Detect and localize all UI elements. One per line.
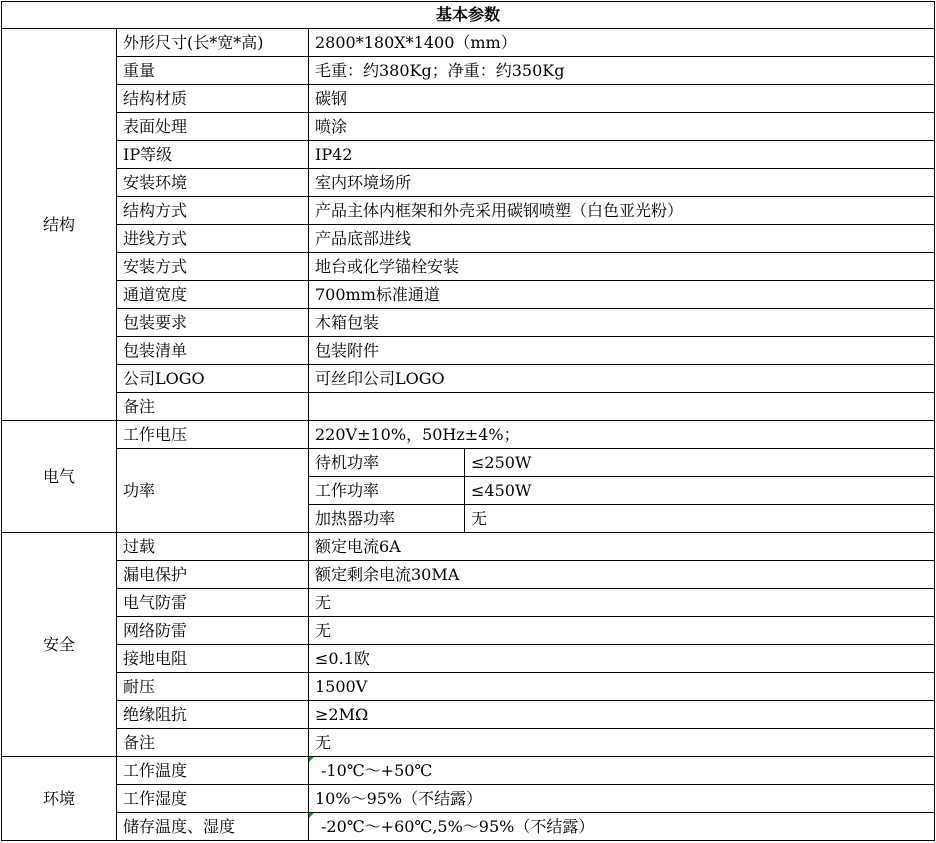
param-value: 1500V [309, 673, 935, 701]
category-environment: 环境 [2, 757, 117, 841]
table-row [2, 449, 935, 477]
table-row [2, 589, 935, 617]
table-row [2, 309, 935, 337]
title-row [2, 2, 935, 29]
table-row [2, 197, 935, 225]
param-name: 包装要求 [117, 309, 309, 337]
param-name: 安装方式 [117, 253, 309, 281]
param-name: 结构方式 [117, 197, 309, 225]
param-value: 毛重：约380Kg；净重：约350Kg [309, 57, 935, 85]
param-name: 进线方式 [117, 225, 309, 253]
param-name: 储存温度、湿度 [117, 813, 309, 841]
power-sub-value: ≤450W [465, 477, 935, 505]
param-name: 电气防雷 [117, 589, 309, 617]
table-row [2, 141, 935, 169]
table-row [2, 813, 935, 841]
param-value: 包装附件 [309, 337, 935, 365]
parameters-table [1, 1, 935, 841]
param-value: 10%～95%（不结露） [309, 785, 935, 813]
power-sub-value: ≤250W [465, 449, 935, 477]
param-name: 绝缘阻抗 [117, 701, 309, 729]
param-name: 外形尺寸(长*宽*高) [117, 29, 309, 57]
param-value: 无 [309, 617, 935, 645]
param-name: 包装清单 [117, 337, 309, 365]
table-row [2, 337, 935, 365]
param-value: 无 [309, 729, 935, 757]
param-value: IP42 [309, 141, 935, 169]
param-value: -10℃～+50℃ [309, 757, 935, 785]
param-name: 备注 [117, 393, 309, 421]
table-row [2, 421, 935, 449]
table-row [2, 57, 935, 85]
table-row [2, 365, 935, 393]
param-name: 重量 [117, 57, 309, 85]
param-value: 室内环境场所 [309, 169, 935, 197]
param-value: 额定电流6A [309, 533, 935, 561]
param-value: 地台或化学锚栓安装 [309, 253, 935, 281]
table-row [2, 729, 935, 757]
table-row [2, 169, 935, 197]
param-name: IP等级 [117, 141, 309, 169]
table-row [2, 85, 935, 113]
category-structure: 结构 [2, 29, 117, 421]
param-name: 网络防雷 [117, 617, 309, 645]
param-name: 工作温度 [117, 757, 309, 785]
table-row [2, 673, 935, 701]
param-name: 通道宽度 [117, 281, 309, 309]
table-row [2, 29, 935, 57]
power-sub-label: 加热器功率 [309, 505, 465, 533]
param-name: 漏电保护 [117, 561, 309, 589]
param-value: 产品底部进线 [309, 225, 935, 253]
param-name: 工作湿度 [117, 785, 309, 813]
param-name: 接地电阻 [117, 645, 309, 673]
table-row [2, 701, 935, 729]
power-sub-label: 待机功率 [309, 449, 465, 477]
table-row [2, 281, 935, 309]
power-sub-value: 无 [465, 505, 935, 533]
param-name: 安装环境 [117, 169, 309, 197]
param-name: 公司LOGO [117, 365, 309, 393]
table-row [2, 113, 935, 141]
table-row [2, 533, 935, 561]
param-name: 功率 [117, 449, 309, 533]
category-electrical: 电气 [2, 421, 117, 533]
param-name: 备注 [117, 729, 309, 757]
table-title: 基本参数 [2, 2, 935, 29]
param-value: 无 [309, 589, 935, 617]
table-row [2, 617, 935, 645]
param-value: 220V±10%，50Hz±4%； [309, 421, 935, 449]
param-name: 工作电压 [117, 421, 309, 449]
param-value: 喷涂 [309, 113, 935, 141]
table-row [2, 393, 935, 421]
param-value: ≥2MΩ [309, 701, 935, 729]
param-value: 700mm标准通道 [309, 281, 935, 309]
table-row [2, 253, 935, 281]
table-row [2, 645, 935, 673]
param-value: 产品主体内框架和外壳采用碳钢喷塑（白色亚光粉） [309, 197, 935, 225]
param-name: 过载 [117, 533, 309, 561]
param-name: 耐压 [117, 673, 309, 701]
param-value: 2800*180X*1400（mm） [309, 29, 935, 57]
param-name: 表面处理 [117, 113, 309, 141]
param-value: ≤0.1欧 [309, 645, 935, 673]
table-row [2, 785, 935, 813]
param-value: 可丝印公司LOGO [309, 365, 935, 393]
table-row [2, 225, 935, 253]
param-value: -20℃～+60℃,5%～95%（不结露） [309, 813, 935, 841]
power-sub-label: 工作功率 [309, 477, 465, 505]
param-value: 木箱包装 [309, 309, 935, 337]
param-name: 结构材质 [117, 85, 309, 113]
table-row [2, 757, 935, 785]
table-row [2, 561, 935, 589]
param-value: 碳钢 [309, 85, 935, 113]
param-value [309, 393, 935, 421]
param-value: 额定剩余电流30MA [309, 561, 935, 589]
category-safety: 安全 [2, 533, 117, 757]
